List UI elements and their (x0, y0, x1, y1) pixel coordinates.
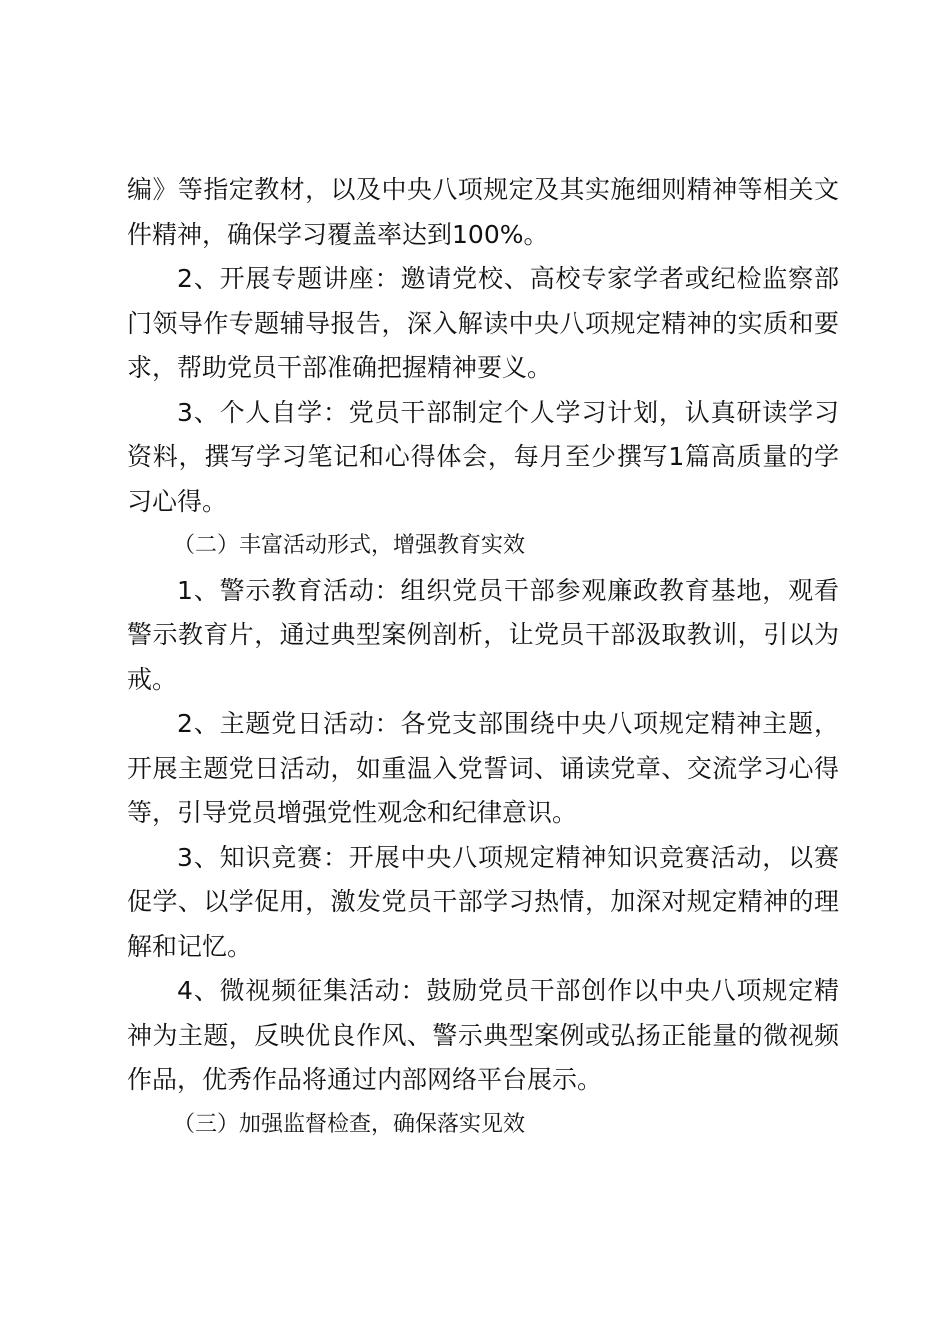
paragraph-knowledge-contest: 3、知识竞赛：开展中央八项规定精神知识竞赛活动，以赛促学、以学促用，激发党员干部学习热情，加深对规定精神的理解和记忆。 (127, 842, 839, 961)
section-heading-activities: （二）丰富活动形式，增强教育实效 (173, 533, 526, 558)
paragraph-micro-video: 4、微视频征集活动：鼓励党员干部创作以中央八项规定精神为主题，反映优良作风、警示典型案例或弘扬正能量的微视频作品，优秀作品将通过内部网络平台展示。 (127, 976, 839, 1094)
section-heading-supervision: （三）加强监督检查，确保落实见效 (173, 1111, 526, 1137)
paragraph-continuation: 编》等指定教材，以及中央八项规定及其实施细则精神等相关文件精神，确保学习覆盖率达到100%。 (127, 175, 839, 249)
paragraph-special-lecture: 2、开展专题讲座：邀请党校、高校专家学者或纪检监察部门领导作专题辅导报告，深入解读中央八项规定精神的实质和要求，帮助党员干部准确把握精神要义。 (127, 264, 839, 382)
paragraph-warning-education: 1、警示教育活动：组织党员干部参观廉政教育基地，观看警示教育片，通过典型案例剖析，让党员干部汲取教训，引以为戒。 (127, 575, 839, 694)
document-body (127, 168, 839, 1147)
paragraph-self-study: 3、个人自学：党员干部制定个人学习计划，认真研读学习资料，撰写学习笔记和心得体会，每月至少撰写1篇高质量的学习心得。 (127, 397, 839, 516)
paragraph-party-day: 2、主题党日活动：各党支部围绕中央八项规定精神主题，开展主题党日活动，如重温入党誓词、诵读党章、交流学习心得等，引导党员增强党性观念和纪律意识。 (127, 709, 839, 827)
